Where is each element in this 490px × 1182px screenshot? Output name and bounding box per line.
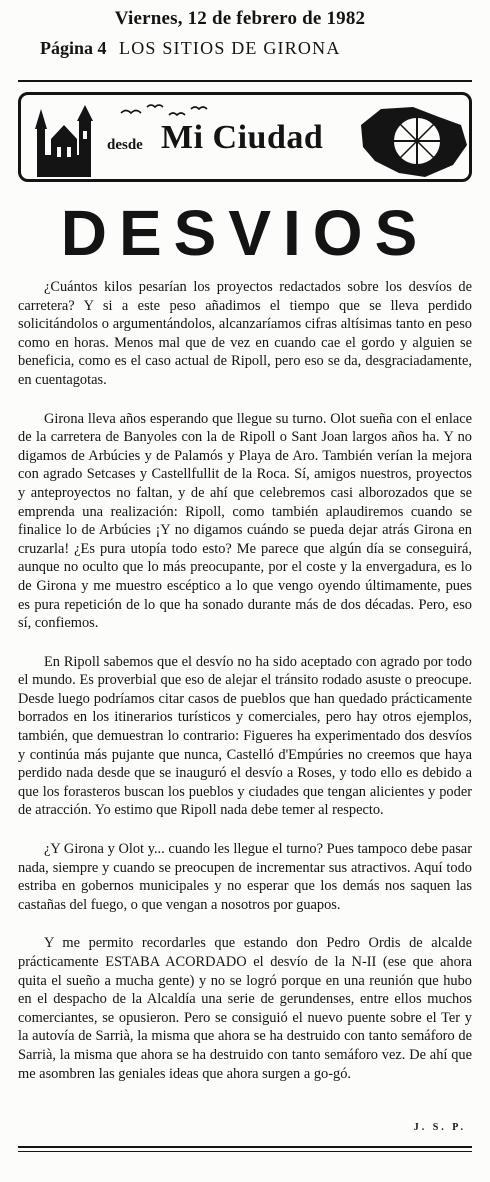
bottom-rule-inner bbox=[18, 1151, 472, 1152]
section-banner bbox=[18, 92, 472, 182]
paragraph: ¿Y Girona y Olot y... cuando les llegue el turno? Pues tampoco debe pasar nada, siempre y cuando se preocupen de incrementar sus atractivos. Aquí todo estriba en gobernos municipales y no esperar que los demás nos saquen las castañas del fuego, o que vengan a nosotros por guapos. bbox=[18, 841, 472, 913]
newspaper-name: LOS SITIOS DE GIRONA bbox=[119, 38, 341, 58]
paragraph: Y me permito recordarles que estando don Pedro Ordis de alcalde prácticamente ESTABA ACORDADO el desvío de la N-II (ese que ahora quita el sueño a mucha gente) y no se logró porque en una reunión que hubo en el despacho de la Alcaldía una serie de gerundenses, entre ellos muchos comerciantes, se opusieron. Pero se consiguió el nuevo puente sobre el Ter y la autovía de Sarrià, la misma que ahora se ha destruido con tanto semáforo de Sarrià, la misma que ahora se ha destruido con tanto semáforo vez. De ahí que me asombren las geniales ideas que ahora surgen a go-gó. bbox=[18, 935, 472, 1082]
article-headline: DESVIOS bbox=[60, 197, 430, 269]
paragraph: En Ripoll sabemos que el desvío no ha sido aceptado con agrado por todo el mundo. Es proverbial que eso de alejar el tránsito rodado asuste o preocupe. Desde luego podríamos citar casos de pueblos que han quedado prácticamente borrados en los itinerarios turísticos y comerciales, pero hay otros ejemplos, también, que demuestran lo contrario: Figueres ha experimentado dos desvíos y continúa más pujante que nunca, Castelló d'Empúries no creemos que haya perdido nada desde que se inauguró el desvío a Roses, y todo ello es debido a que los forasteros buscan los pueblos y ciudades que tengan alicientes y poder de atracción. Yo estimo que Ripoll nada debe temer al respecto. bbox=[18, 653, 472, 819]
birds-icon bbox=[121, 105, 207, 115]
date-line: Viernes, 12 de febrero de 1982 bbox=[114, 8, 366, 29]
top-rule bbox=[18, 80, 472, 82]
paragraph: ¿Cuántos kilos pesarían los proyectos redactados sobre los desvíos de carretera? Y si a este peso añadimos el tiempo que se lleva perdido solicitándolos o argumentándolos, alcanzaríamos cifras altísimas tanto en peso como en horas. Menos mal que de vez en cuando cae el gordo y alguien se beneficia, como es el caso actual de Ripoll, pero eso se da, desgraciadamente, en cuentagotas. bbox=[18, 279, 472, 388]
author-signature: J. S. P. bbox=[413, 1122, 466, 1133]
map-compass-icon bbox=[361, 107, 467, 177]
section-name: Mi Ciudad bbox=[161, 119, 324, 156]
section-prefix: desde bbox=[107, 137, 143, 153]
cathedral-icon bbox=[35, 105, 93, 177]
page-number: Página 4 bbox=[40, 38, 107, 58]
article-body bbox=[18, 278, 472, 1103]
paragraph: Girona lleva años esperando que llegue su turno. Olot sueña con el enlace de la carretera de Banyoles con la de Ripoll o Sant Joan largos años ha. Y no digamos de Arbúcies y de Palamós y Playa de Aro. También verían la mejora con agrado Setcases y Castellfullit de la Roca. Sí, amigos nuestros, proyectos y anteproyectos no faltan, y de ahí que celebremos casi alborozados que se emprenda una realización: Ripoll, como también aplaudiremos cuando se finalice lo de Arbúcies ¡Y no digamos cuándo se pueda dejar atrás Girona en cruzarla! ¿Es pura utopía todo esto? Me parece que algún día se conseguirá, aunque no oculto que lo más preocupante, por el coste y la envergadura, es lo de Girona y me muestro escéptico a lo que vengo oyendo últimamente, pues es pura repetición de lo que ha sonado durante más de dos décadas. Pero, eso sí, confiemos. bbox=[18, 410, 472, 632]
page-line bbox=[40, 38, 460, 59]
bottom-rule bbox=[18, 1146, 472, 1148]
